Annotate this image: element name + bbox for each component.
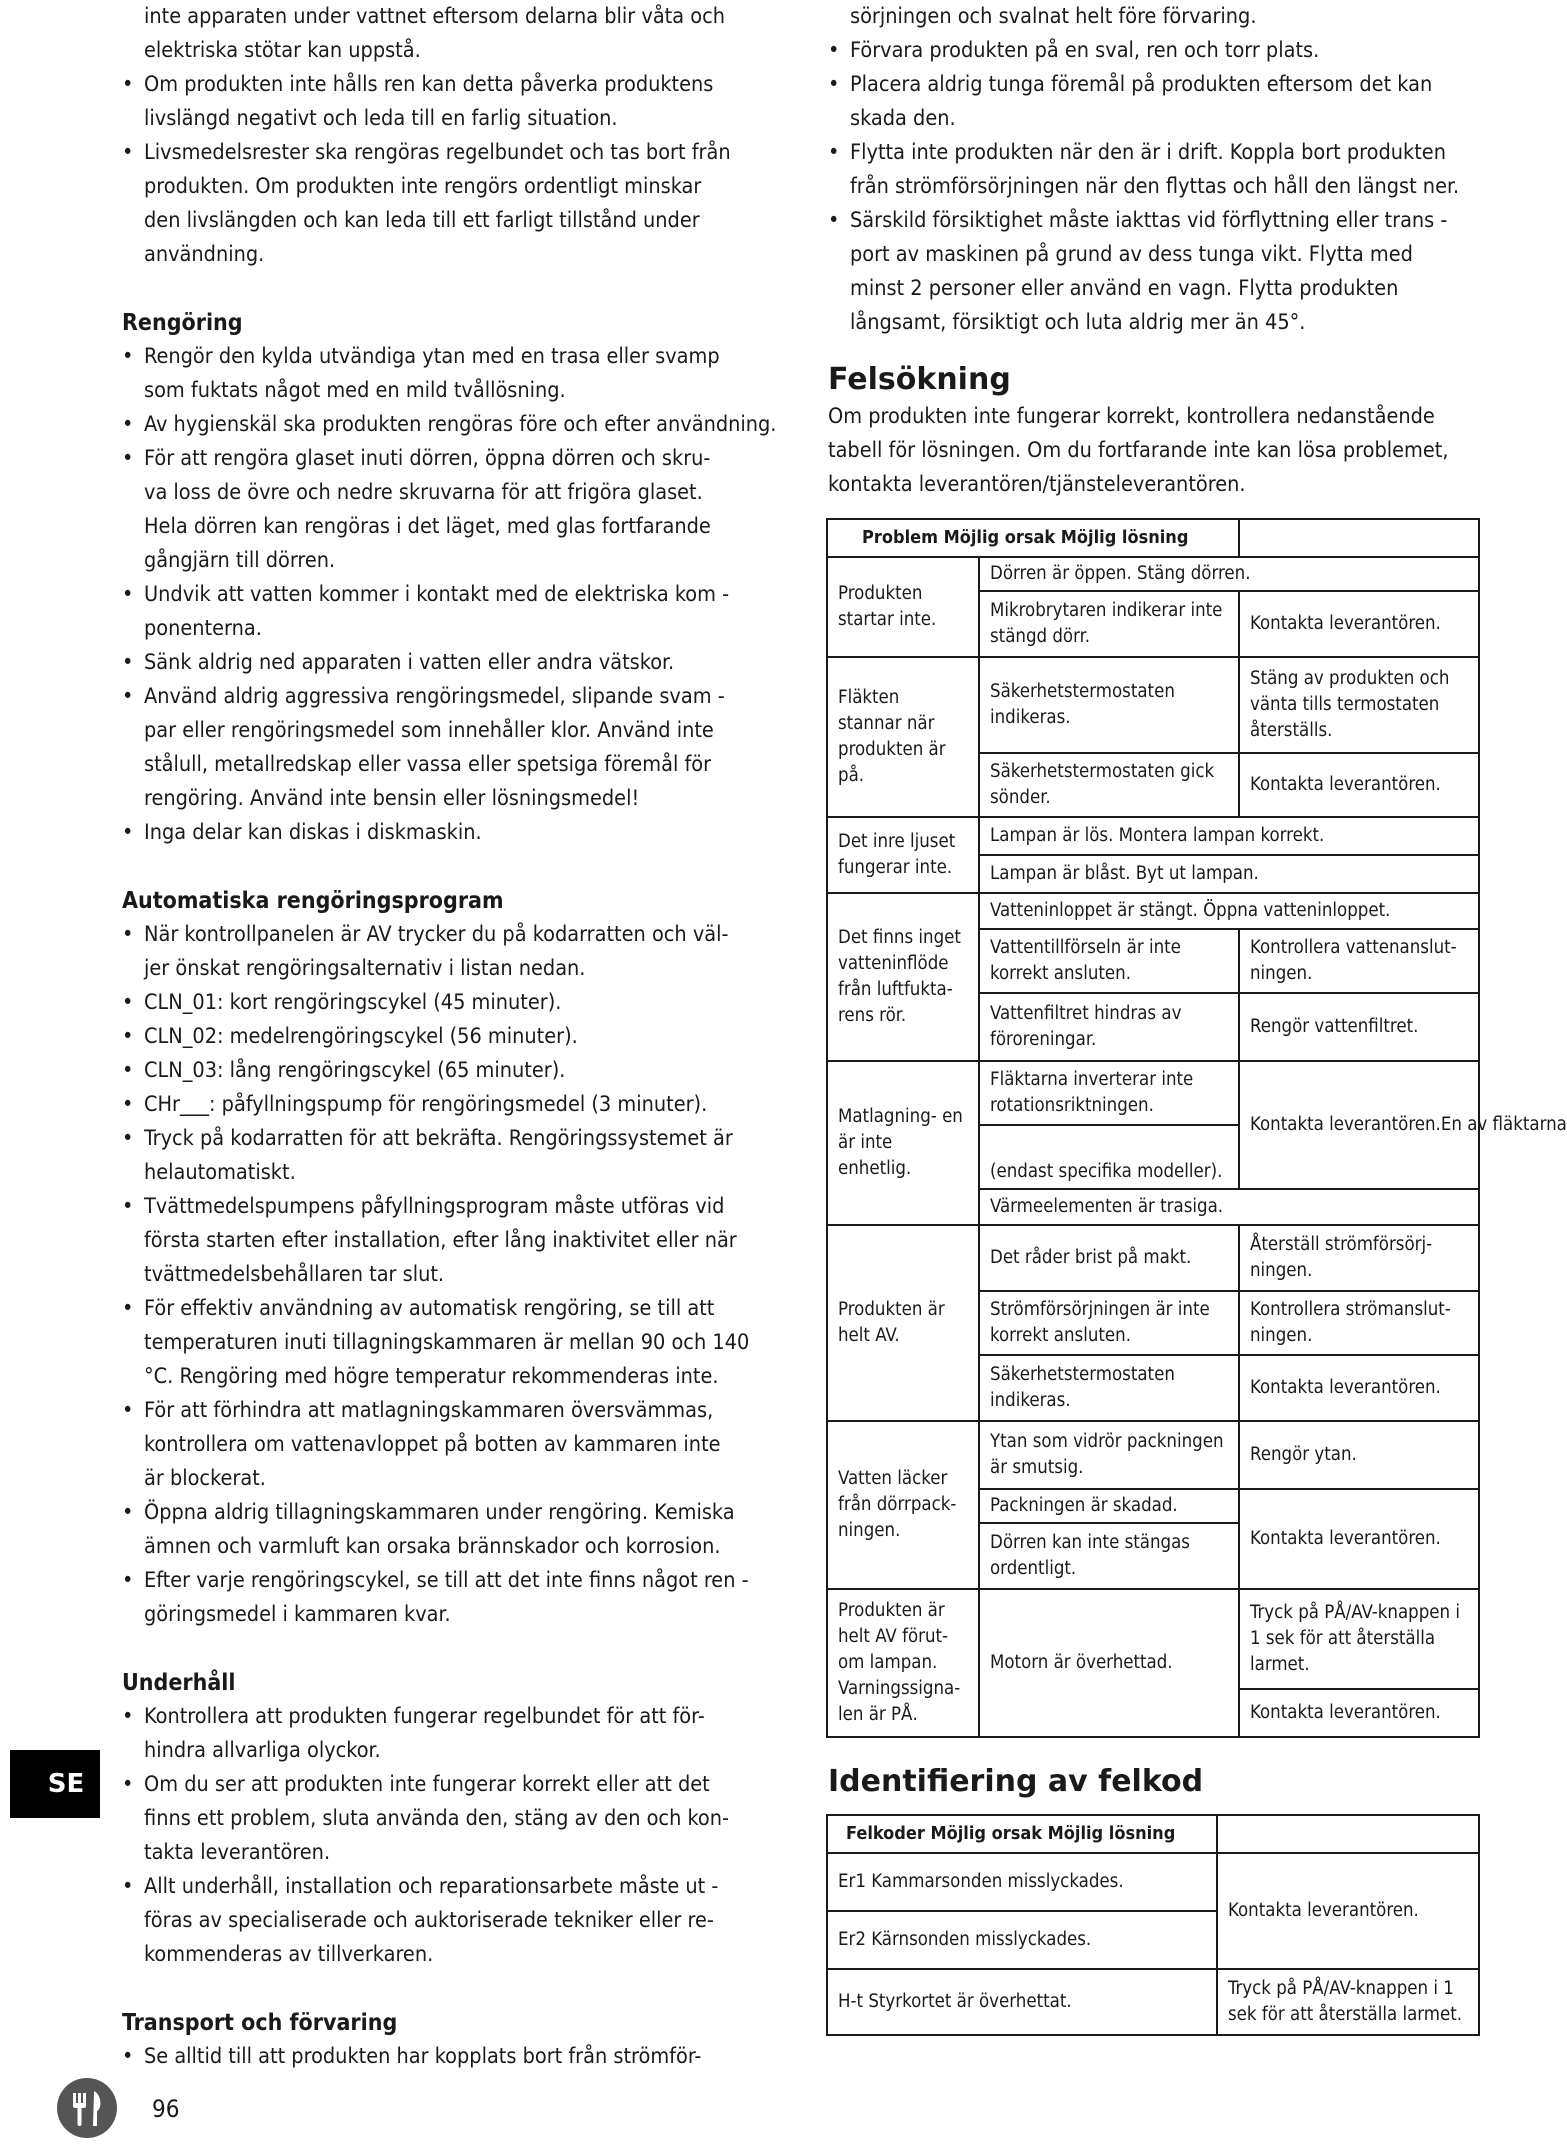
error-code-table	[826, 1814, 1480, 2036]
error-code-heading: Identifiering av felkod	[828, 1764, 1204, 1799]
solution-cell: Kontakta leverantören.En av fläktarna	[1239, 1061, 1479, 1189]
bullet-item: • Livsmedelsrester ska rengöras regelbundet och tas bort från produkten. Om produkten inte rengörs ordentligt minskar den livslängden och kan leda till ett farligt tillstånd under användning.	[122, 136, 777, 272]
problem-cell: Det inre ljuset fungerar inte.	[827, 817, 979, 893]
solution-cell: Återställ strömförsörj- ningen.	[1239, 1225, 1479, 1291]
bullet-item: • Undvik att vatten kommer i kontakt med de elektriska kom - ponenterna.	[122, 578, 777, 646]
problem-cell: Produkten är helt AV förut- om lampan. Varningssigna- len är PÅ.	[827, 1589, 979, 1737]
cause-cell: Mikrobrytaren indikerar inte stängd dörr.	[979, 591, 1239, 657]
problem-cell: Produkten startar inte.	[827, 557, 979, 657]
spacer	[122, 1972, 777, 2006]
continuation-line: sörjningen och svalnat helt före förvaring.	[850, 4, 1257, 29]
solution-cell: Tryck på PÅ/AV-knappen i 1 sek för att återställa larmet.	[1239, 1589, 1479, 1689]
error-cell: Er2 Kärnsonden misslyckades.	[827, 1911, 1217, 1969]
intro-line: kontakta leverantören/tjänsteleverantören.	[828, 472, 1246, 497]
solution-cell: Kontrollera vattenanslut- ningen.	[1239, 929, 1479, 993]
problem-cell: Fläkten stannar när produkten är på.	[827, 657, 979, 817]
table-row	[827, 1225, 1479, 1291]
cause-cell: Säkerhetstermostaten indikeras.	[979, 657, 1239, 753]
solution-cell: Rengör vattenfiltret.	[1239, 993, 1479, 1061]
table-row	[827, 657, 1479, 753]
right-bullets	[828, 34, 1484, 340]
bullet-item: • Inga delar kan diskas i diskmaskin.	[122, 816, 777, 850]
bullet-item: • Kontrollera att produkten fungerar regelbundet för att för- hindra allvarliga olyckor.	[122, 1700, 777, 1768]
table-row	[827, 519, 1479, 557]
cause-cell: Dörren är öppen. Stäng dörren.	[979, 557, 1479, 591]
intro-line: Om produkten inte fungerar korrekt, kontrollera nedanstående	[828, 404, 1435, 429]
bullet-item: • Särskild försiktighet måste iakttas vid förflyttning eller trans - port av maskinen på grund av dess tunga vikt. Flytta med minst 2 personer eller använd en vagn. Flytta produkten långsamt, försiktigt och luta aldrig mer än 45°.	[828, 204, 1484, 340]
table-cell	[1217, 1815, 1479, 1853]
bullet-item: • Tvättmedelspumpens påfyllningsprogram måste utföras vid första starten efter installation, efter lång inaktivitet eller när tvättmedelsbehållaren tar slut.	[122, 1190, 777, 1292]
solution-cell: Kontakta leverantören.	[1239, 591, 1479, 657]
solution-cell: Kontakta leverantören.	[1239, 1355, 1479, 1421]
problem-cell: Vatten läcker från dörrpack- ningen.	[827, 1421, 979, 1589]
bullet-item: • CLN_01: kort rengöringscykel (45 minuter).	[122, 986, 777, 1020]
table-row	[827, 557, 1479, 591]
table-row	[827, 1589, 1479, 1689]
section-heading: Automatiska rengöringsprogram	[122, 888, 504, 914]
table-row	[827, 1853, 1479, 1911]
bullet-item: • Av hygienskäl ska produkten rengöras före och efter användning.	[122, 408, 777, 442]
cause-cell: Värmeelementen är trasiga.	[979, 1189, 1479, 1225]
bullet-item: • Efter varje rengöringscykel, se till att det inte finns något ren - göringsmedel i kammaren kvar.	[122, 1564, 777, 1632]
bullet-item: • Om du ser att produkten inte fungerar korrekt eller att det finns ett problem, sluta använda den, stäng av den och kon- takta leverantören.	[122, 1768, 777, 1870]
cause-cell: Dörren kan inte stängas ordentligt.	[979, 1523, 1239, 1589]
table-row	[827, 1061, 1479, 1125]
table-row	[827, 1969, 1479, 2035]
bullet-item: • Rengör den kylda utvändiga ytan med en trasa eller svamp som fuktats något med en mild tvållösning.	[122, 340, 777, 408]
bullet-item: • CHr___: påfyllningspump för rengöringsmedel (3 minuter).	[122, 1088, 777, 1122]
bullet-item: • Placera aldrig tunga föremål på produkten eftersom det kan skada den.	[828, 68, 1484, 136]
table-cell	[1239, 519, 1479, 557]
bullet-item: • Öppna aldrig tillagningskammaren under rengöring. Kemiska ämnen och varmluft kan orsaka brännskador och korrosion.	[122, 1496, 777, 1564]
solution-cell: Kontrollera strömanslut- ningen.	[1239, 1291, 1479, 1355]
bullet-item: • Se alltid till att produkten har kopplats bort från strömför-	[122, 2040, 777, 2074]
cause-cell: Lampan är lös. Montera lampan korrekt.	[979, 817, 1479, 855]
table-row	[827, 1815, 1479, 1853]
bullet-item: • Förvara produkten på en sval, ren och torr plats.	[828, 34, 1484, 68]
table-row	[827, 1421, 1479, 1489]
cause-cell: (endast specifika modeller).	[979, 1125, 1239, 1189]
cause-cell: Säkerhetstermostaten gick sönder.	[979, 753, 1239, 817]
right-column	[828, 0, 1567, 2036]
error-cell: Er1 Kammarsonden misslyckades.	[827, 1853, 1217, 1911]
solution-cell: Rengör ytan.	[1239, 1421, 1479, 1489]
troubleshooting-table	[826, 518, 1567, 1738]
cause-cell: Packningen är skadad.	[979, 1489, 1239, 1523]
cause-cell: Motorn är överhettad.	[979, 1589, 1239, 1737]
left-sections	[122, 272, 777, 2074]
cause-cell: Vattentillförseln är inte korrekt ansluten.	[979, 929, 1239, 993]
cause-cell: Vattenfiltret hindras av föroreningar.	[979, 993, 1239, 1061]
cause-cell: Ytan som vidrör packningen är smutsig.	[979, 1421, 1239, 1489]
solution-cell: Tryck på PÅ/AV-knappen i 1 sek för att återställa larmet.	[1217, 1969, 1479, 2035]
bullet-item: • För att förhindra att matlagningskammaren översvämmas, kontrollera om vattenavloppet på botten av kammaren inte är blockerat.	[122, 1394, 777, 1496]
bullet-item: • CLN_02: medelrengöringscykel (56 minuter).	[122, 1020, 777, 1054]
solution-cell: Kontakta leverantören.	[1239, 753, 1479, 817]
intro-line: tabell för lösningen. Om du fortfarande inte kan lösa problemet,	[828, 438, 1449, 463]
solution-cell: Kontakta leverantören.	[1239, 1489, 1479, 1589]
problem-cell: Det finns inget vatteninflöde från luftfukta- rens rör.	[827, 893, 979, 1061]
section-heading: Rengöring	[122, 310, 243, 336]
solution-cell: Kontakta leverantören.	[1239, 1689, 1479, 1737]
section-heading: Transport och förvaring	[122, 2010, 398, 2036]
bullet-item: • Allt underhåll, installation och reparationsarbete måste ut - föras av specialiserade och auktoriserade tekniker eller re- kommenderas av tillverkaren.	[122, 1870, 777, 1972]
problem-cell: Produkten är helt AV.	[827, 1225, 979, 1421]
solution-cell: Stäng av produkten och vänta tills termostaten återställs.	[1239, 657, 1479, 753]
bullet-item: • För att rengöra glaset inuti dörren, öppna dörren och skru- va loss de övre och nedre skruvarna för att frigöra glaset. Hela dörren kan rengöras i det läget, med glas fortfarande gångjärn till dörren.	[122, 442, 777, 578]
bullet-item: • Använd aldrig aggressiva rengöringsmedel, slipande svam - par eller rengöringsmedel som innehåller klor. Använd inte stålull, metallredskap eller vassa eller spetsiga föremål för rengöring. Använd inte bensin eller lösningsmedel!	[122, 680, 777, 816]
cause-cell: Fläktarna inverterar inte rotationsriktningen.	[979, 1061, 1239, 1125]
troubleshooting-heading: Felsökning	[828, 362, 1011, 397]
bullet-item: • Tryck på kodarratten för att bekräfta. Rengöringssystemet är helautomatiskt.	[122, 1122, 777, 1190]
cutlery-icon	[56, 2077, 118, 2139]
bullet-item: • För effektiv användning av automatisk rengöring, se till att temperaturen inuti tillagningskammaren är mellan 90 och 140 °C. Rengöring med högre temperatur rekommenderas inte.	[122, 1292, 777, 1394]
cause-cell: Säkerhetstermostaten indikeras.	[979, 1355, 1239, 1421]
bullet-item: • CLN_03: lång rengöringscykel (65 minuter).	[122, 1054, 777, 1088]
solution-cell: Kontakta leverantören.	[1217, 1853, 1479, 1969]
problem-cell: Matlagning- en är inte enhetlig.	[827, 1061, 979, 1225]
cause-cell: Strömförsörjningen är inte korrekt ansluten.	[979, 1291, 1239, 1355]
troubleshooting-intro	[828, 400, 1484, 502]
bullet-item: • När kontrollpanelen är AV trycker du på kodarratten och väl- jer önskat rengöringsalternativ i listan nedan.	[122, 918, 777, 986]
table-header: Felkoder Möjlig orsak Möjlig lösning	[827, 1815, 1217, 1853]
bullet-item: inte apparaten under vattnet eftersom delarna blir våta och elektriska stötar kan uppstå.	[144, 4, 725, 63]
cause-cell: Det råder brist på makt.	[979, 1225, 1239, 1291]
bullet-item: • Flytta inte produkten när den är i drift. Koppla bort produkten från strömförsörjningen när den flyttas och håll den längst ner.	[828, 136, 1484, 204]
cause-cell: Vatteninloppet är stängt. Öppna vatteninloppet.	[979, 893, 1479, 929]
table-row	[827, 893, 1479, 929]
left-column	[122, 0, 777, 2074]
spacer	[122, 272, 777, 306]
bullet-item: • Sänk aldrig ned apparaten i vatten eller andra vätskor.	[122, 646, 777, 680]
spacer	[122, 850, 777, 884]
language-tab: SE	[10, 1750, 100, 1818]
spacer	[122, 1632, 777, 1666]
table-header: Problem Möjlig orsak Möjlig lösning	[827, 519, 1239, 557]
page-number: 96	[152, 2095, 180, 2123]
cause-cell: Lampan är blåst. Byt ut lampan.	[979, 855, 1479, 893]
section-heading: Underhåll	[122, 1670, 236, 1696]
error-cell: H-t Styrkortet är överhettat.	[827, 1969, 1217, 2035]
bullet-item: • Om produkten inte hålls ren kan detta påverka produktens livslängd negativt och leda till en farlig situation.	[122, 68, 777, 136]
intro-bullets	[122, 0, 777, 272]
table-row	[827, 817, 1479, 855]
